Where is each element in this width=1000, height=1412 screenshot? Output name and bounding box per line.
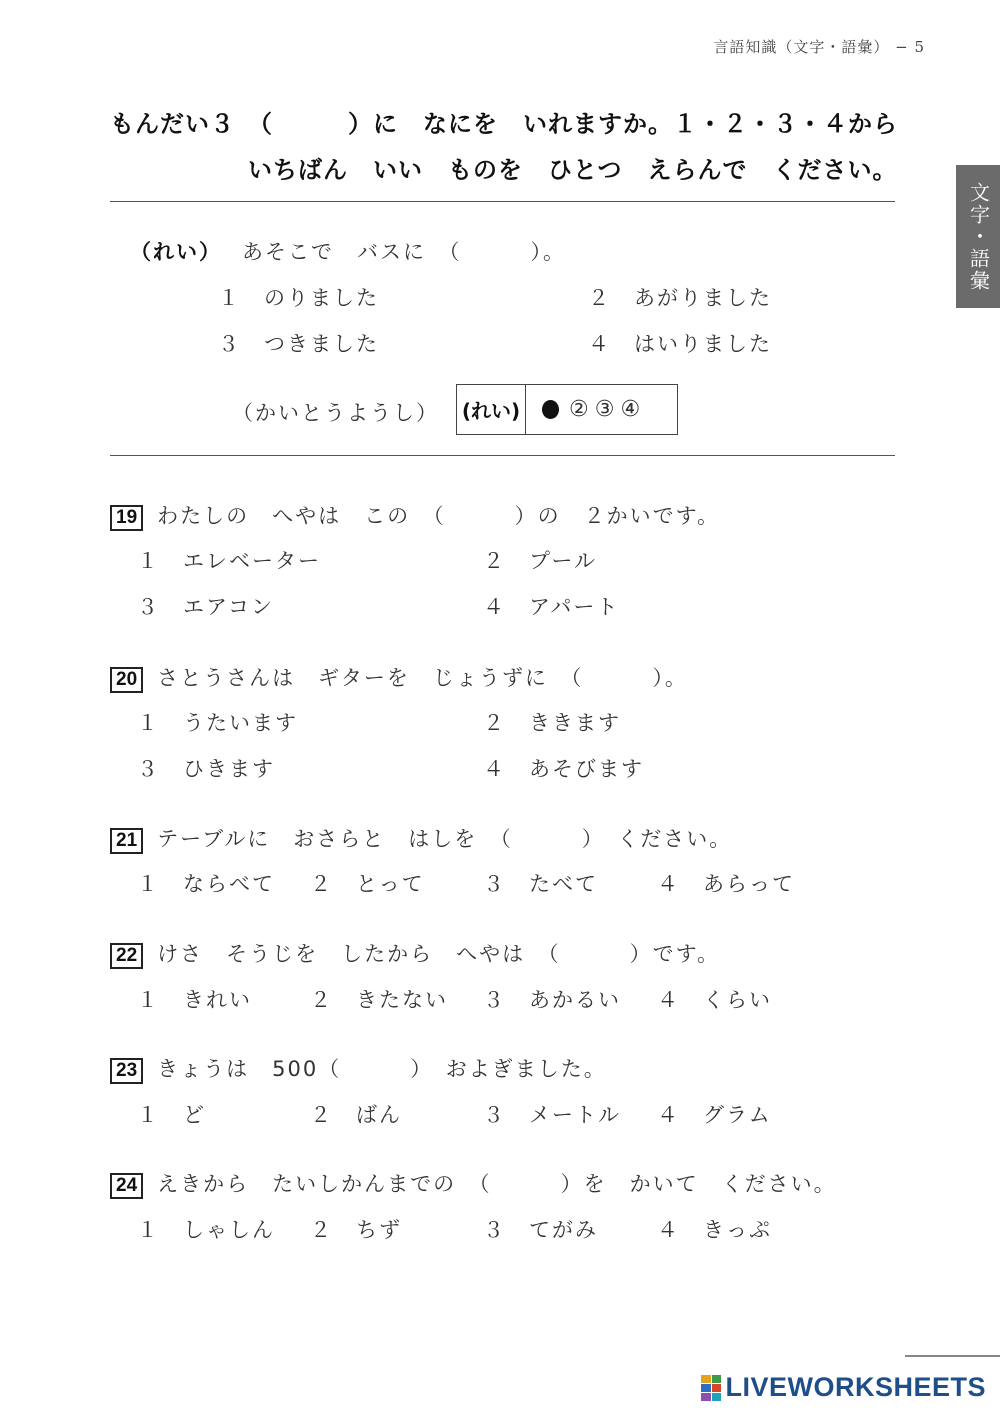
- q20-option-4[interactable]: ４ あそびます: [483, 757, 644, 781]
- example-sentence: あそこで バスに （ ）。: [242, 240, 566, 264]
- question-text: きょうは 500（ ） およぎました。: [157, 1057, 607, 1081]
- q24-option-2[interactable]: ２ ちず: [310, 1218, 402, 1242]
- q19-option-2[interactable]: ２ プール: [483, 549, 597, 573]
- q20-option-2[interactable]: ２ ききます: [483, 711, 621, 735]
- question-24: [110, 1168, 837, 1199]
- example-block: [130, 236, 566, 266]
- example-option-2: ２ あがりました: [588, 286, 772, 310]
- q22-option-2[interactable]: ２ きたない: [310, 988, 448, 1012]
- section-side-tab: 文字・語彙: [956, 165, 1000, 308]
- answer-marks: [526, 397, 640, 422]
- q20-option-1[interactable]: １ うたいます: [137, 711, 298, 735]
- question-text: テーブルに おさらと はしを （ ） ください。: [157, 827, 733, 851]
- q21-option-1[interactable]: １ ならべて: [137, 872, 275, 896]
- question-23: [110, 1053, 607, 1084]
- question-19: [110, 500, 720, 531]
- example-option-3: ３ つきました: [218, 332, 379, 356]
- question-number: 20: [110, 667, 143, 693]
- answer-sheet-label: （かいとうようし）: [232, 401, 439, 425]
- q22-option-3[interactable]: ３ あかるい: [483, 988, 621, 1012]
- instruction-line-1: もんだい３ （ ）に なにを いれますか。１・２・３・４から: [110, 110, 898, 138]
- answer-box-label: (れい): [457, 385, 526, 434]
- answer-mark-4: ④: [620, 397, 641, 422]
- question-text: えきから たいしかんまでの （ ）を かいて ください。: [157, 1172, 837, 1196]
- q23-option-4[interactable]: ４ グラム: [657, 1103, 772, 1127]
- question-22: [110, 938, 720, 969]
- answer-sheet-box: [456, 384, 678, 435]
- question-number: 23: [110, 1058, 143, 1084]
- page-header: 言語知識（文字・語彙） − 5: [713, 38, 925, 56]
- example-option-4: ４ はいりました: [588, 332, 772, 356]
- answer-mark-3: ③: [594, 397, 615, 422]
- question-20: [110, 662, 688, 693]
- filled-answer-circle-icon: [542, 400, 559, 419]
- example-label: （れい）: [130, 240, 222, 264]
- q21-option-3[interactable]: ３ たべて: [483, 872, 598, 896]
- q19-option-4[interactable]: ４ アパート: [483, 595, 620, 619]
- instruction-line-2: いちばん いい ものを ひとつ えらんで ください。: [248, 156, 898, 184]
- question-number: 19: [110, 505, 143, 531]
- q23-option-2[interactable]: ２ ばん: [310, 1103, 402, 1127]
- q22-option-1[interactable]: １ きれい: [137, 988, 252, 1012]
- example-option-1: １ のりました: [218, 286, 379, 310]
- footer-divider: [905, 1355, 1000, 1357]
- q22-option-4[interactable]: ４ くらい: [657, 988, 772, 1012]
- q24-option-3[interactable]: ３ てがみ: [483, 1218, 598, 1242]
- q21-option-4[interactable]: ４ あらって: [657, 872, 795, 896]
- question-number: 24: [110, 1173, 143, 1199]
- question-text: さとうさんは ギターを じょうずに （ ）。: [157, 666, 688, 690]
- q21-option-2[interactable]: ２ とって: [310, 872, 425, 896]
- liveworksheets-logo-icon: [701, 1375, 721, 1401]
- question-number: 22: [110, 943, 143, 969]
- q19-option-1[interactable]: １ エレベーター: [137, 549, 321, 573]
- liveworksheets-logo[interactable]: [701, 1372, 986, 1403]
- q19-option-3[interactable]: ３ エアコン: [137, 595, 274, 619]
- question-21: [110, 823, 732, 854]
- answer-mark-2: ②: [569, 397, 589, 422]
- q24-option-1[interactable]: １ しゃしん: [137, 1218, 275, 1242]
- q24-option-4[interactable]: ４ きっぷ: [657, 1218, 772, 1242]
- q23-option-1[interactable]: １ ど: [137, 1103, 206, 1127]
- liveworksheets-wordmark: LIVEWORKSHEETS: [725, 1372, 986, 1402]
- q23-option-3[interactable]: ３ メートル: [483, 1103, 621, 1127]
- divider-top: [110, 201, 895, 202]
- question-text: わたしの へやは この （ ）の ２かいです。: [157, 504, 720, 528]
- question-number: 21: [110, 828, 143, 854]
- question-text: けさ そうじを したから へやは （ ）です。: [157, 942, 720, 966]
- divider-example: [110, 455, 895, 456]
- q20-option-3[interactable]: ３ ひきます: [137, 757, 275, 781]
